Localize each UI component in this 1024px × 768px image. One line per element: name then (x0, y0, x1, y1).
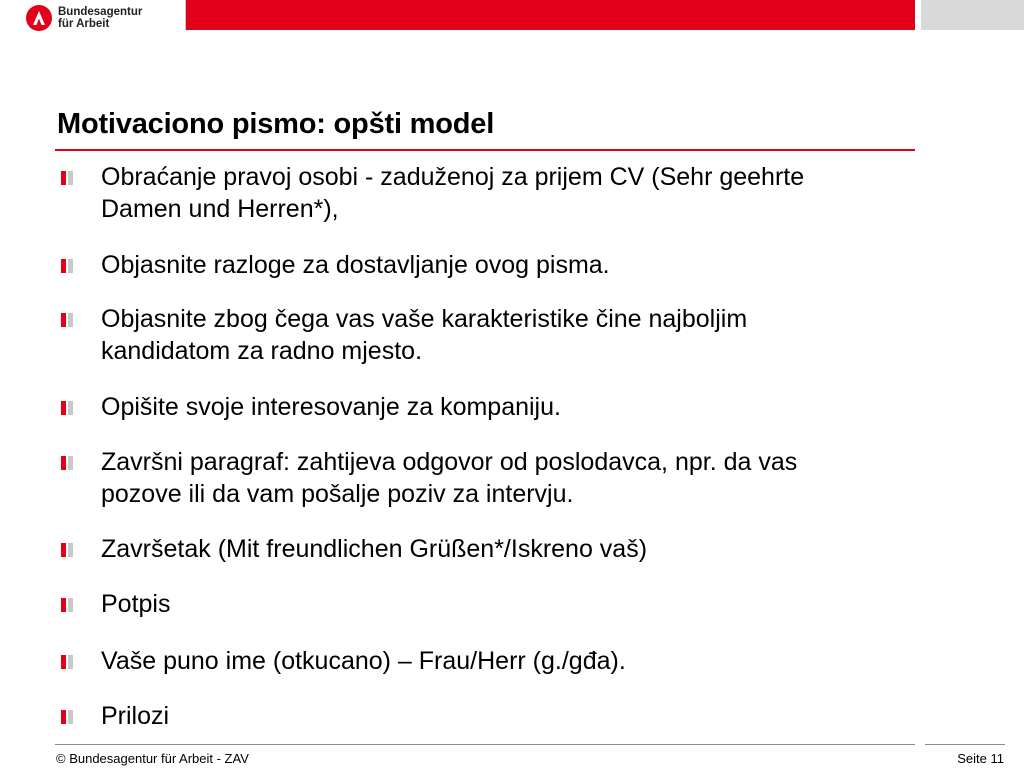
logo-line-2: für Arbeit (58, 18, 110, 30)
bullet-item (101, 249, 921, 281)
bullet-marker-icon (61, 259, 73, 273)
bullet-text: Opišite svoje interesovanje za kompaniju. (101, 393, 561, 421)
footer-copyright: © Bundesagentur für Arbeit - ZAV (56, 751, 249, 766)
ba-logo-icon (26, 5, 52, 31)
footer-divider (55, 744, 915, 745)
bullet-marker-icon (61, 598, 73, 612)
bullet-marker-icon (61, 655, 73, 669)
bullet-marker-icon (61, 401, 73, 415)
slide-title: Motivaciono pismo: opšti model (57, 108, 495, 140)
title-underline (55, 149, 915, 151)
header-red-bar (186, 0, 915, 30)
header-gray-bar (921, 0, 1024, 30)
bullet-text: Završni paragraf: zahtijeva odgovor od poslodavca, npr. da vas (101, 448, 798, 476)
bullet-text: Damen und Herren*), (101, 195, 339, 223)
bullet-text: Završetak (Mit freundlichen Grüßen*/Iskreno vaš) (101, 535, 648, 563)
bullet-item (101, 533, 921, 565)
bullet-text: Objasnite razloge za dostavljanje ovog pisma. (101, 251, 610, 279)
bullet-text: Objasnite zbog čega vas vaše karakteristike čine najboljim (101, 305, 748, 333)
footer-divider-right (925, 744, 1005, 745)
bullet-item (101, 391, 921, 423)
bullet-marker-icon (61, 171, 73, 185)
bullet-marker-icon (61, 313, 73, 327)
bullet-text: pozove ili da vam pošalje poziv za intervju. (101, 480, 574, 508)
bullet-item (101, 645, 921, 677)
bullet-item (101, 446, 921, 510)
bullet-text: Obraćanje pravoj osobi - zaduženoj za prijem CV (Sehr geehrte (101, 163, 805, 191)
logo-line-1: Bundesagentur (58, 6, 143, 18)
bullet-item (101, 161, 921, 225)
bullet-text: kandidatom za radno mjesto. (101, 337, 423, 365)
bullet-item (101, 588, 921, 620)
bullet-marker-icon (61, 543, 73, 557)
bullet-text: Potpis (101, 590, 171, 618)
brand-logo (26, 4, 142, 32)
logo-wordmark (58, 6, 142, 30)
bullet-marker-icon (61, 456, 73, 470)
bullet-text: Vaše puno ime (otkucano) – Frau/Herr (g./gđa). (101, 647, 626, 675)
page-number: Seite 11 (957, 751, 1004, 766)
bullet-marker-icon (61, 710, 73, 724)
bullet-item (101, 303, 921, 367)
bullet-item (101, 700, 921, 732)
bullet-text: Prilozi (101, 702, 170, 730)
